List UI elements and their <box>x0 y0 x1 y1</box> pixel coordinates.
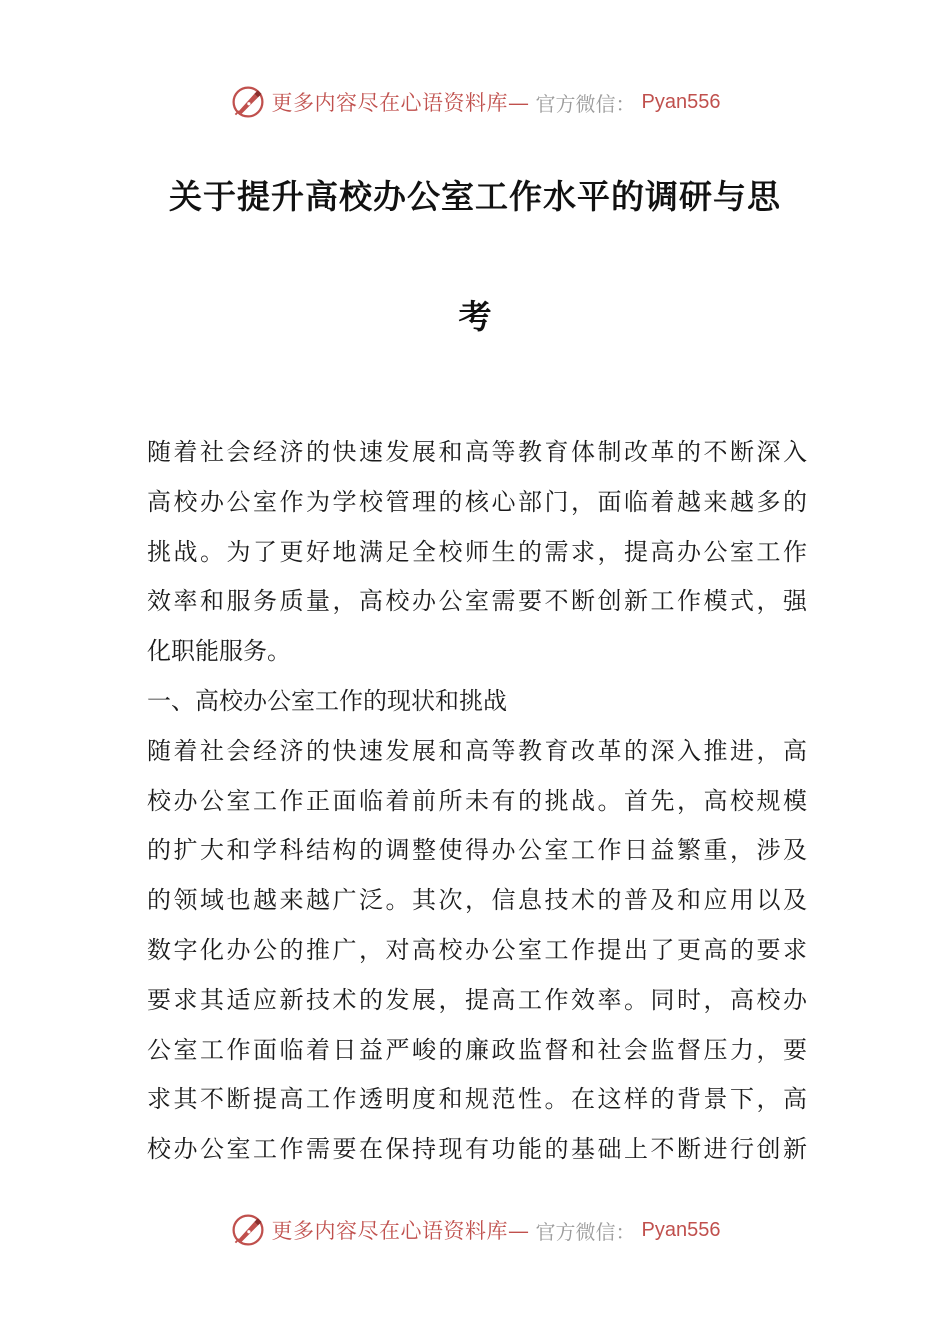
body-line: 挑战。为了更好地满足全校师生的需求，提高办公室工作 <box>147 537 807 566</box>
body-line: 数字化办公的推广，对高校办公室工作提出了更高的要求 <box>147 935 807 964</box>
section-heading: 一、高校办公室工作的现状和挑战 <box>147 686 507 715</box>
document-title-line-1: 关于提升高校办公室工作水平的调研与思 <box>169 177 781 216</box>
body-line: 校办公室工作需要在保持现有功能的基础上不断进行创新 <box>147 1135 807 1164</box>
body-line: 化职能服务。 <box>147 637 291 666</box>
header-wechat-id: Pyan556 <box>641 90 721 113</box>
footer-banner <box>0 1208 950 1252</box>
footer-banner-text: 更多内容尽在心语资料库— <box>271 1219 530 1243</box>
footer-wechat-label: 官方微信： <box>535 1219 636 1244</box>
body-line: 效率和服务质量，高校办公室需要不断创新工作模式，强 <box>147 587 807 616</box>
header-banner <box>0 80 950 124</box>
body-line: 校办公室工作正面临着前所未有的挑战。首先，高校规模 <box>147 786 807 815</box>
header-banner-text: 更多内容尽在心语资料库— <box>271 91 530 115</box>
body-line: 公室工作面临着日益严峻的廉政监督和社会监督压力，要 <box>147 1035 807 1064</box>
footer-wechat-id: Pyan556 <box>641 1218 721 1241</box>
document-body <box>147 428 807 1175</box>
pen-nib-logo-icon <box>230 1212 266 1248</box>
body-line: 随着社会经济的快速发展和高等教育体制改革的不断深入 <box>147 438 807 466</box>
document-title-line-2: 考 <box>458 297 492 336</box>
pen-nib-logo-icon <box>230 84 266 120</box>
footer-banner-content <box>230 1212 721 1248</box>
body-line: 随着社会经济的快速发展和高等教育改革的深入推进，高 <box>147 736 807 765</box>
body-line: 的扩大和学科结构的调整使得办公室工作日益繁重，涉及 <box>147 836 807 865</box>
body-line: 高校办公室作为学校管理的核心部门，面临着越来越多的 <box>147 487 807 516</box>
header-banner-content <box>230 84 721 120</box>
body-line: 求其不断提高工作透明度和规范性。在这样的背景下，高 <box>147 1085 807 1114</box>
header-wechat-label: 官方微信： <box>535 91 636 116</box>
body-line: 要求其适应新技术的发展，提高工作效率。同时，高校办 <box>147 985 807 1014</box>
body-line: 的领域也越来越广泛。其次，信息技术的普及和应用以及 <box>147 886 807 915</box>
